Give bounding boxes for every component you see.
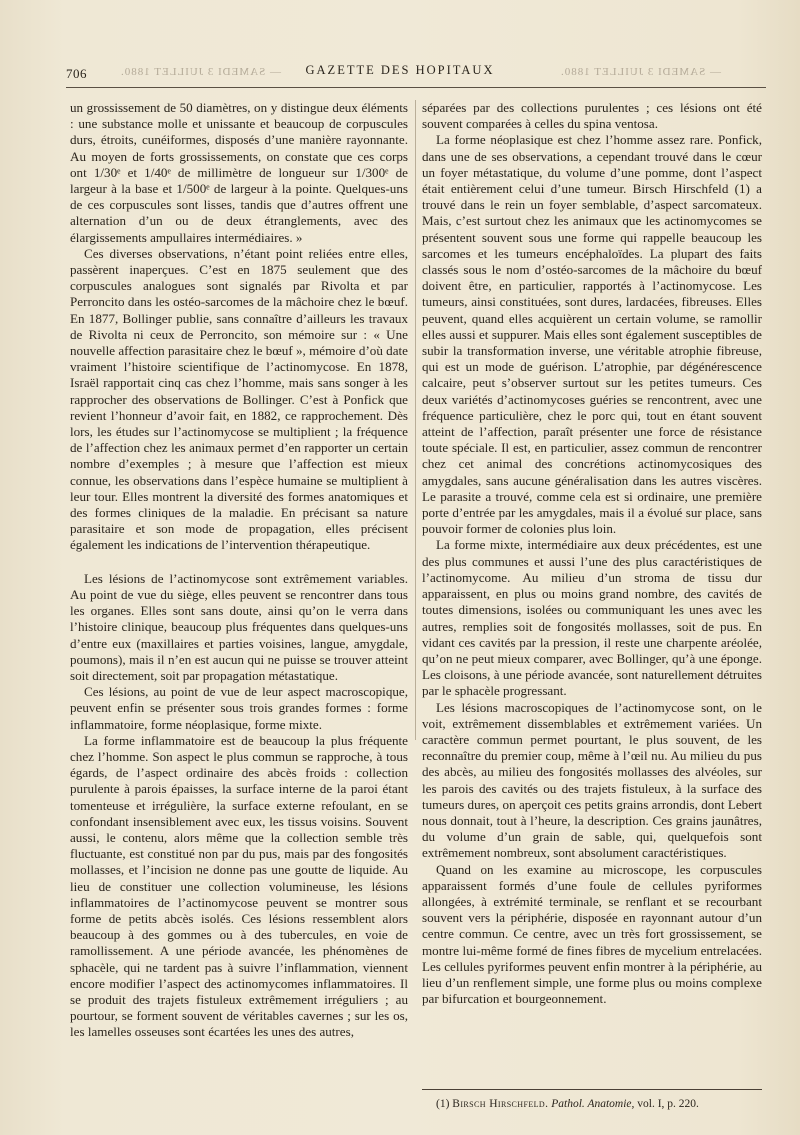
page-number: 706: [66, 66, 87, 81]
bleed-through-text-right: — SAMEDI 3 JUILLET 1880.: [560, 66, 721, 78]
paragraph: Les lésions de l’actinomycose sont extrêmement variables. Au point de vue du siège, elles peuvent se rencontrer dans tous les organes. Elles sont sans doute, ainsi qu’on le verra dans l’histoire clinique, beaucoup plus fréquentes dans quelques-uns d’entre eux (maxillaires et parties voisines, langue, amygdale, poumons), mais il n’en est aucun qui ne puisse se trouver atteint soit directement, soit par propagation métastatique.: [70, 570, 408, 683]
footnote-reference: vol. I, p. 220.: [637, 1098, 699, 1110]
paragraph: La forme néoplasique est chez l’homme assez rare. Ponfick, dans une de ses observations, a cependant trouvé dans le cœur un foyer métastatique, du volume d’une pomme, dont l’aspect était entièrement celui d’une tumeur. Birsch Hirschfeld (1) a trouvé dans le rein un foyer semblable, d’aspect sarcomateux. Mais, c’est surtout chez les animaux que les actinomycomes se présentent souvent sous une forme qui rappelle beaucoup les sarcomes et les tumeurs encéphaloïdes. La plupart des faits classés sous le nom d’ostéo-sarcomes de la mâchoire du bœuf doivent être, en particulier, rapportés à l’actinomycose. Les tumeurs, ainsi constituées, sont dures, lardacées, fibreuses. Elles peuvent, quand elles acquièrent un certain volume, se ramollir elles aussi et suppurer. Mais elles sont également susceptibles de subir la transformation inverse, une véritable atrophie fibreuse, qui est un mode de guérison. L’atrophie, par dégénérescence calcaire, peut s’observer surtout sur les petites tumeurs. Ces deux variétés d’actinomycoses guéries se rencontrent, avec une fréquence particulière, chez le porc qui, tout en étant souvent atteint de l’affection, paraît présenter une force de résistance toute spéciale. Il est, en particulier, assez commun de rencontrer chez cet animal des concrétions actinomycosiques des amygdales, sans aucune généralisation dans les autres viscères. Le parasite a trouvé, comme cela est si ordinaire, une première porte d’entrée par les amygdales, mais il a évolué sur place, sans pouvoir former de colonies plus loin.: [422, 132, 762, 537]
footnote-work: Pathol. Anatomie,: [551, 1098, 635, 1110]
header-rule: [66, 87, 766, 88]
paragraph: Quand on les examine au microscope, les corpuscules apparaissent formés d’une foule de cellules pyriformes allongées, à extrémité terminale, se renflant et se recourbant souvent vers la périphérie, disposée en rayonnant autour d’un centre commun. Ce centre, avec un très fort grossissement, se montre lui-même formé de fines fibres de mycelium entrelacées. Les cellules pyriformes peuvent enfin montrer à la périphérie, au lieu d’un renflement simple, une forme plus ou moins complexe par bifurcation et bourgeonnement.: [422, 861, 762, 1007]
footnote-rule: [422, 1089, 762, 1090]
footnote-marker: (1): [436, 1098, 450, 1110]
paragraph: Ces lésions, au point de vue de leur aspect macroscopique, peuvent enfin se présenter sous trois grandes formes : forme inflammatoire, forme néoplasique, forme mixte.: [70, 684, 408, 732]
column-divider: [415, 100, 416, 740]
journal-title: GAZETTE DES HOPITAUX: [305, 63, 495, 77]
right-column: [422, 100, 762, 1007]
paragraph: Ces diverses observations, n’étant point reliées entre elles, passèrent inaperçues. C’est en 1875 seulement que des corpuscules analogues sont signalés par Rivolta et par Perroncito dans les ostéo-sarcomes de la mâchoire chez le bœuf. En 1877, Bollinger publie, sans connaître d’ailleurs les travaux de Rivolta ni ceux de Perroncito, son mémoire sur : « Une nouvelle affection parasitaire chez le bœuf », mémoire d’où date vraiment l’histoire scientifique de l’actinomycose. En 1878, Israël rapportait cinq cas chez l’homme, mais sans songer à les rapprocher des observations de Bollinger. C’est à Ponfick que revient l’honneur d’avoir fait, en 1882, ce rapprochement. Dès lors, les études sur l’actinomycose se multiplient ; la fréquence de l’affection chez les animaux permet d’en rapporter un certain nombre d’exemples ; à mesure que l’affection est mieux connue, les observations dans l’espèce humaine se multiplient à leur tour. Elles montrent la diversité des formes anatomiques et des formes cliniques de la maladie. En précisant sa nature parasitaire et son mode de propagation, elles précisent également les indications de l’intervention thérapeutique.: [70, 245, 408, 553]
bleed-through-text-left: — SAMEDI 3 JUILLET 1880.: [120, 66, 281, 78]
paragraph: La forme mixte, intermédiaire aux deux précédentes, est une des plus communes et aussi l’une des plus caractéristiques de l’actinomycome. Au milieu d’un stroma de tissu dur apparaissent, en plus ou moins grand nombre, des cavités de toutes dimensions, isolées ou communiquant les unes avec les autres, remplies soit de fongosités mollasses, soit de pus. En vidant ces cavités par la pression, il reste une charpente aréolée, qu’on ne peut mieux comparer, avec Bollinger, qu’à une éponge. Les cloisons, à une période avancée, sont naturellement détruites par le sphacèle progressant.: [422, 537, 762, 699]
paragraph: séparées par des collections purulentes ; ces lésions ont été souvent comparées à celles du spina ventosa.: [422, 100, 762, 132]
footnote: [436, 1097, 699, 1111]
paragraph: Les lésions macroscopiques de l’actinomycose sont, on le voit, extrêmement dissemblables et extrêmement variées. Un caractère commun permet pourtant, le plus souvent, de les reconnaître du premier coup, même à l’œil nu. Au milieu du pus des abcès, au milieu des fongosités mollasses des alvéoles, sur les parois des cavités ou des trajets fistuleux, à la surface des tumeurs dures, on aperçoit ces petits grains arrondis, dont Lebert nous donnait, tout à l’heure, la description. Ces grains jaunâtres, du volume d’un grain de sable, qui, quelquefois sont extrêmement nombreux, sont absolument caractéristiques.: [422, 699, 762, 861]
footnote-author: Birsch Hirschfeld.: [452, 1098, 549, 1110]
page-header: [0, 58, 800, 82]
left-column: [70, 100, 408, 1041]
paragraph: un grossissement de 50 diamètres, on y distingue deux éléments : une substance molle et unissante et beaucoup de corpuscules durs, étroits, cunéiformes, disposés d’une manière rayonnante. Au moyen de forts grossissements, on constate que ces corps ont 1/30ᵉ et 1/40ᵉ de millimètre de longueur sur 1/300ᵉ de largeur à la base et 1/500ᵉ de largeur à la pointe. Quelques-uns de ces corpuscules sont lisses, tandis que d’autres offrent une alternation d’un ou de deux étranglements, avec des élargissements ampullaires intermédiaires. »: [70, 100, 408, 245]
paragraph: La forme inflammatoire est de beaucoup la plus fréquente chez l’homme. Son aspect le plus commun se rapproche, à tous égards, de l’aspect ordinaire des abcès froids : collection purulente à parois épaisses, la surface interne de la paroi étant tomenteuse et irrégulière, la surface externe refoulant, en se confondant insensiblement avec eux, les tissus voisins. Souvent aussi, le contenu, alors même que la collection semble très fluctuante, est constitué non par du pus, mais par des fongosités mollasses, et l’incision ne donne pas une goutte de liquide. Au lieu de constituer une collection volumineuse, les lésions inflammatoires de l’actinomycose peuvent se montrer sous forme de petits abcès isolés. Ces lésions ressemblent alors beaucoup à des gommes ou à des tubercules, en voie de ramollissement. A une période avancée, les phénomènes de sphacèle, qui ne tardent pas à suivre l’inflammation, viennent encore modifier l’aspect des actinomycomes inflammatoires. Il se produit des trajets fistuleux extrêmement irréguliers ; au pourtour, se forment souvent de véritables cavernes ; sur les os, les lamelles osseuses sont écartées les unes des autres,: [70, 732, 408, 1040]
